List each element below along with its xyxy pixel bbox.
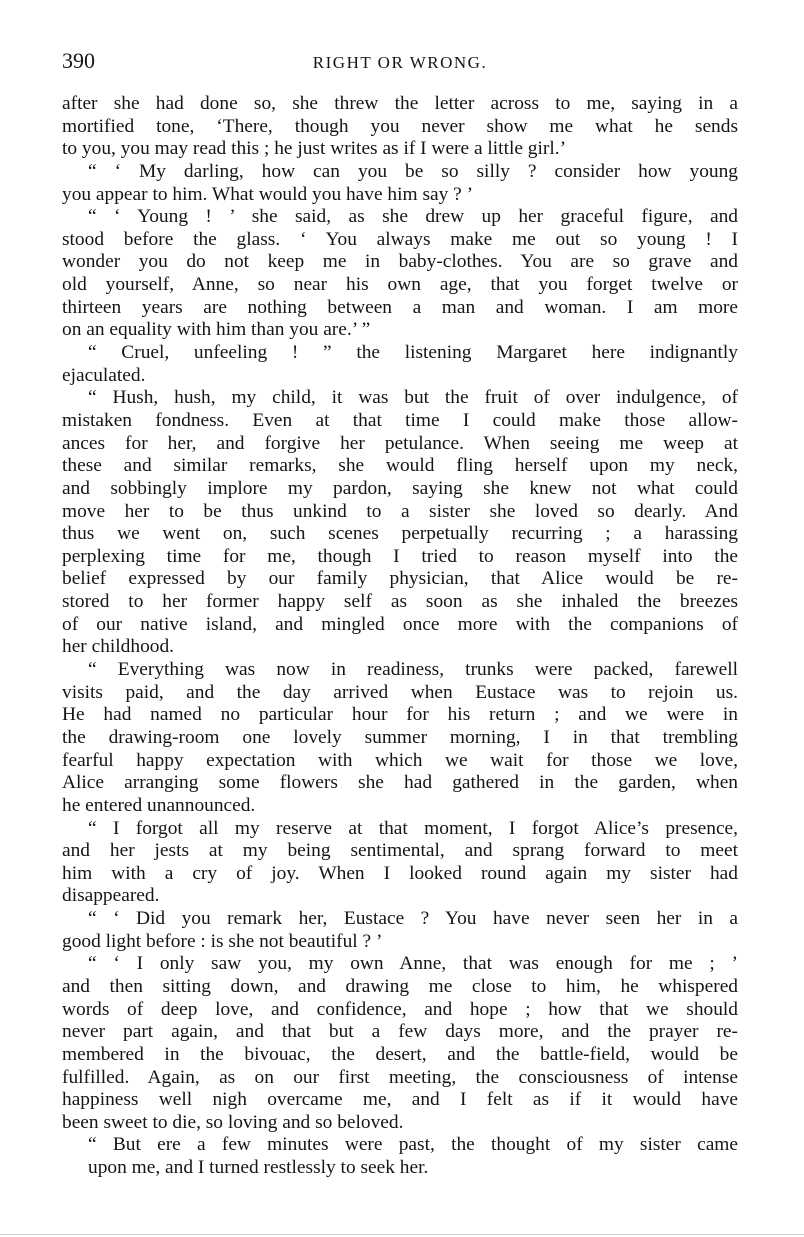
text-line: belief expressed by our family physician, that Alice would be re- bbox=[62, 568, 738, 590]
text-line: you appear to him. What would you have him say ? ’ bbox=[62, 183, 474, 205]
text-line: of our native island, and mingled once more with the companions of bbox=[62, 613, 738, 635]
text-line: “ ‘ My darling, how can you be so silly ? consider how young bbox=[88, 160, 738, 182]
text-line: “ ‘ Young ! ’ she said, as she drew up her graceful figure, and bbox=[88, 206, 738, 228]
text-line: her childhood. bbox=[62, 636, 175, 658]
text-line: mistaken fondness. Even at that time I could make those allow- bbox=[62, 409, 738, 431]
text-line: to you, you may read this ; he just writes as if I were a little girl.’ bbox=[62, 138, 567, 160]
text-line: after she had done so, she threw the letter across to me, saying in a bbox=[62, 93, 738, 114]
text-line: happiness well nigh overcame me, and I felt as if it would have bbox=[62, 1089, 738, 1111]
text-line: thirteen years are nothing between a man and woman. I am more bbox=[62, 296, 738, 318]
text-line: stood before the glass. ‘ You always make me out so young ! I bbox=[62, 228, 738, 250]
text-line: “ Cruel, unfeeling ! ” the listening Margaret here indignantly bbox=[88, 342, 738, 364]
text-line: ejaculated. bbox=[62, 364, 146, 386]
text-line: “ Hush, hush, my child, it was but the fruit of over indulgence, of bbox=[88, 387, 738, 409]
text-line: old yourself, Anne, so near his own age, that you forget twelve or bbox=[62, 274, 738, 296]
text-line: these and similar remarks, she would fling herself upon my neck, bbox=[62, 455, 738, 477]
text-line: good light before : is she not beautiful ? ’ bbox=[62, 930, 383, 952]
text-line: wonder you do not keep me in baby-clothes. You are so grave and bbox=[62, 251, 738, 273]
running-title: RIGHT OR WRONG. bbox=[312, 53, 488, 72]
text-line: fearful happy expectation with which we wait for those we love, bbox=[62, 749, 738, 771]
text-line: “ I forgot all my reserve at that moment, I forgot Alice’s presence, bbox=[88, 817, 738, 839]
running-head bbox=[62, 48, 738, 76]
text-line: He had named no particular hour for his return ; and we were in bbox=[62, 704, 738, 726]
bottom-rule bbox=[0, 1234, 804, 1235]
text-line: ances for her, and forgive her petulance. When seeing me weep at bbox=[62, 432, 738, 454]
text-line: on an equality with him than you are.’ ” bbox=[62, 319, 371, 341]
text-line: he entered unannounced. bbox=[62, 794, 256, 816]
text-line: fulfilled. Again, as on our first meeting, the consciousness of intense bbox=[62, 1066, 738, 1088]
text-line: never part again, and that but a few days more, and the prayer re- bbox=[62, 1021, 738, 1043]
text-line: words of deep love, and confidence, and hope ; how that we should bbox=[62, 998, 738, 1020]
page-number: 390 bbox=[62, 48, 95, 73]
text-line: perplexing time for me, though I tried to reason myself into the bbox=[62, 545, 738, 567]
text-line: been sweet to die, so loving and so beloved. bbox=[62, 1111, 404, 1133]
text-line: Alice arranging some flowers she had gathered in the garden, when bbox=[62, 772, 738, 794]
text-line: and sobbingly implore my pardon, saying she knew not what could bbox=[62, 477, 738, 499]
text-line: “ ‘ I only saw you, my own Anne, that was enough for me ; ’ bbox=[88, 953, 738, 975]
text-line: and then sitting down, and drawing me close to him, he whispered bbox=[62, 975, 738, 997]
text-line: the drawing-room one lovely summer morning, I in that trembling bbox=[62, 726, 738, 748]
body-text bbox=[62, 93, 738, 1180]
text-line: mortified tone, ‘There, though you never show me what he sends bbox=[62, 115, 738, 137]
text-line: thus we went on, such scenes perpetually recurring ; a harassing bbox=[62, 523, 738, 545]
text-line: membered in the bivouac, the desert, and the battle-field, would be bbox=[62, 1043, 738, 1065]
text-line: and her jests at my being sentimental, and sprang forward to meet bbox=[62, 840, 738, 862]
text-line: “ ‘ Did you remark her, Eustace ? You have never seen her in a bbox=[88, 908, 738, 930]
text-line: stored to her former happy self as soon as she inhaled the breezes bbox=[62, 591, 738, 613]
text-line: move her to be thus unkind to a sister she loved so dearly. And bbox=[62, 500, 738, 522]
text-line: him with a cry of joy. When I looked round again my sister had bbox=[62, 862, 738, 884]
text-line: “ But ere a few minutes were past, the thought of my sister came bbox=[88, 1134, 738, 1156]
text-line: visits paid, and the day arrived when Eustace was to rejoin us. bbox=[62, 681, 738, 703]
text-line: disappeared. bbox=[62, 885, 160, 907]
text-line: “ Everything was now in readiness, trunks were packed, farewell bbox=[88, 659, 738, 681]
text-line: upon me, and I turned restlessly to seek her. bbox=[88, 1157, 429, 1179]
